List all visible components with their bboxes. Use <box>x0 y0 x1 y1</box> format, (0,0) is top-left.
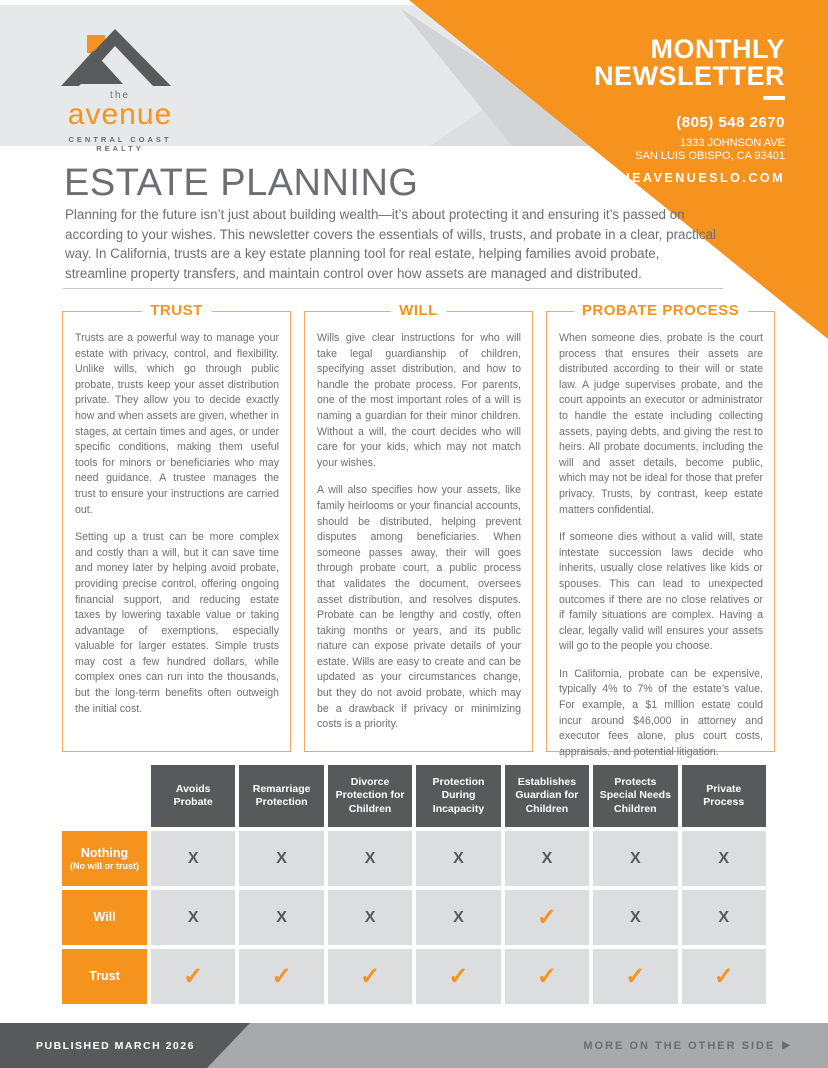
section-box-will <box>304 302 533 752</box>
table-column-header: Establishes Guardian for Children <box>505 765 589 827</box>
table-cell <box>682 890 766 945</box>
table-column-header: Protects Special Needs Children <box>593 765 677 827</box>
check-icon: ✓ <box>625 963 646 990</box>
check-icon: ✓ <box>360 963 381 990</box>
check-icon: ✓ <box>536 904 557 931</box>
content-columns <box>62 302 775 758</box>
table-row <box>62 890 766 945</box>
table-cell <box>682 949 766 1004</box>
table-cell <box>416 890 500 945</box>
table-cell <box>593 890 677 945</box>
right-arrow-icon: ▶ <box>782 1040 790 1051</box>
house-roof-icon <box>50 26 190 88</box>
footer-more-link[interactable] <box>583 1023 790 1068</box>
table-cell <box>328 831 412 886</box>
masthead <box>594 36 785 185</box>
table-cell <box>239 831 323 886</box>
table-row-label <box>62 890 147 945</box>
masthead-title-line2: NEWSLETTER <box>594 61 785 91</box>
section-paragraph: A will also specifies how your assets, like family heirlooms or your financial accounts, should be distributed, helping prevent disputes among beneficiaries. When someone passes away, their will goes through probate court, a public process that validates the document, oversees asset distribution, and resolves disputes. Probate can be lengthy and costly, often taking months or years, and its public nature can expose private details of your estate. Wills are easy to create and can be updated as your circumstances change, but they do not avoid probate, which may be a drawback if privacy or minimizing costs is a priority. <box>317 484 521 731</box>
x-icon: X <box>187 849 199 867</box>
x-icon: X <box>187 908 199 926</box>
logo-tagline: CENTRAL COAST REALTY <box>68 135 172 153</box>
logo-name: avenue <box>67 98 173 131</box>
section-paragraph: Setting up a trust can be more complex and costly than a will, but it can save time and money later by helping avoid probate, providing precise control, offering ongoing financial support, and reducing estate taxes by lowering taxable value or taking advantage of exemptions, especially valuable for larger estates. Simple trusts may cost a few hundred dollars, while complex ones can run into the thousands, but the long-term benefits often outweigh the initial cost. <box>75 531 279 715</box>
table-cell <box>239 949 323 1004</box>
table-row-label <box>62 831 147 886</box>
masthead-title-line1: MONTHLY <box>650 34 785 64</box>
x-icon: X <box>364 849 376 867</box>
table-column-header: Remarriage Protection <box>239 765 323 827</box>
section-paragraph: If someone dies without a valid will, state intestate succession laws decide who inherits, usually close relatives like kids or spouses. This can lead to unexpected outcomes if there are no close relatives or if family situations are complex. Having a clear, legally valid will ensures your assets will go to the people you choose. <box>559 531 763 653</box>
table-cell <box>328 949 412 1004</box>
section-box-probate-process <box>546 302 775 758</box>
x-icon: X <box>276 849 287 867</box>
check-icon: ✓ <box>448 963 469 990</box>
check-icon: ✓ <box>713 963 734 990</box>
section-heading: PROBATE PROCESS <box>573 302 748 319</box>
section-paragraph: When someone dies, probate is the court process that ensures their assets are distributed according to their will or state law. A judge supervises probate, and the court appoints an executor or administrator to handle the estate including collecting assets, paying debts, and giving the rest to heirs. All probate documents, including the will and asset details, become public, which may not be ideal for those that prefer privacy. Trusts, by contrast, keep estate matters confidential. <box>559 332 763 516</box>
table-cell <box>239 890 323 945</box>
section-paragraph: Wills give clear instructions for who will take legal guardianship of children, specifying asset distribution, and how to handle the probate process. For parents, one of the most important roles of a will is naming a guardian for their minor children. Without a will, the court decides who will care for your kids, which may not match your wishes. <box>317 332 521 469</box>
x-icon: X <box>364 908 376 926</box>
section-paragraph: Trusts are a powerful way to manage your estate with privacy, control, and flexibility. Unlike wills, which go through public probate, trusts keep your asset distribution private. They allow you to decide exactly how and when assets are given, whether in stages, at certain times and ages, or under specific conditions, making them useful tools for minors or beneficiaries who may need guidance. A trustee manages the trust to ensure your instructions are carried out. <box>75 332 279 516</box>
table-cell <box>151 831 235 886</box>
table-cell <box>151 890 235 945</box>
check-icon: ✓ <box>271 963 292 990</box>
section-box-trust <box>62 302 291 752</box>
table-cell <box>593 831 677 886</box>
logo-the: the <box>110 90 130 101</box>
table-column-header: Divorce Protection for Children <box>328 765 412 827</box>
table-column-header: Private Process <box>682 765 766 827</box>
footer-more-label: MORE ON THE OTHER SIDE <box>583 1039 776 1052</box>
table-column-header: Avoids Probate <box>151 765 235 827</box>
table-cell <box>416 949 500 1004</box>
table-row-label-main: Will <box>93 910 116 924</box>
section-body <box>63 312 290 717</box>
masthead-address-line2: SAN LUIS OBISPO, CA 93401 <box>635 149 785 162</box>
table-cell <box>328 890 412 945</box>
table-cell <box>593 949 677 1004</box>
check-icon: ✓ <box>536 963 557 990</box>
section-paragraph: In California, probate can be expensive, typically 4% to 7% of the estate’s value. For example, a $1 million estate could incur around $46,000 in attorney and executor fees alone, plus court costs, appraisals, and potential litigation. <box>559 667 763 758</box>
footer-bar <box>0 1023 828 1068</box>
table-cell <box>505 890 589 945</box>
section-body <box>305 312 532 733</box>
table-row-label-sub: (No will or trust) <box>70 860 139 871</box>
table-row-label-main: Nothing <box>80 845 129 860</box>
intro-paragraph: Planning for the future isn’t just about building wealth—it’s about protecting it and ensuring it’s passed on according to your wishes. This newsletter covers the essentials of wills, trusts, and probate in a clear, practical way. In California, trusts are a key estate planning tool for real estate, helping families avoid probate, streamline property transfers, and maintain control over how assets are managed and distributed. <box>65 207 716 281</box>
footer-published-label: PUBLISHED MARCH 2026 <box>36 1039 195 1052</box>
table-cell <box>151 949 235 1004</box>
x-icon: X <box>541 849 553 867</box>
masthead-phone: (805) 548 2670 <box>676 114 785 131</box>
page-title: ESTATE PLANNING <box>64 162 419 204</box>
x-icon: X <box>629 849 641 867</box>
masthead-address <box>594 137 785 162</box>
table-column-header: Protection During Incapacity <box>416 765 500 827</box>
table-cell <box>505 831 589 886</box>
x-icon: X <box>276 908 287 926</box>
x-icon: X <box>453 908 464 926</box>
masthead-website-link[interactable]: THEAVENUESLO.COM <box>610 171 785 186</box>
x-icon: X <box>718 849 730 867</box>
table-row <box>62 949 766 1004</box>
table-cell <box>416 831 500 886</box>
company-logo <box>50 26 190 153</box>
x-icon: X <box>718 908 730 926</box>
table-header-row <box>62 765 766 827</box>
table-row-label-main: Trust <box>89 969 120 983</box>
table-row <box>62 831 766 886</box>
table-cell <box>505 949 589 1004</box>
masthead-dash <box>763 96 785 100</box>
intro-divider <box>63 288 723 289</box>
table-cell <box>682 831 766 886</box>
check-icon: ✓ <box>183 963 204 990</box>
table-header-spacer <box>62 765 147 827</box>
section-heading: WILL <box>390 302 447 319</box>
table-row-label <box>62 949 147 1004</box>
section-heading: TRUST <box>141 302 212 319</box>
comparison-table <box>62 765 766 1008</box>
section-body <box>547 312 774 760</box>
x-icon: X <box>629 908 641 926</box>
masthead-address-line1: 1333 JOHNSON AVE <box>680 137 785 149</box>
x-icon: X <box>453 849 464 867</box>
